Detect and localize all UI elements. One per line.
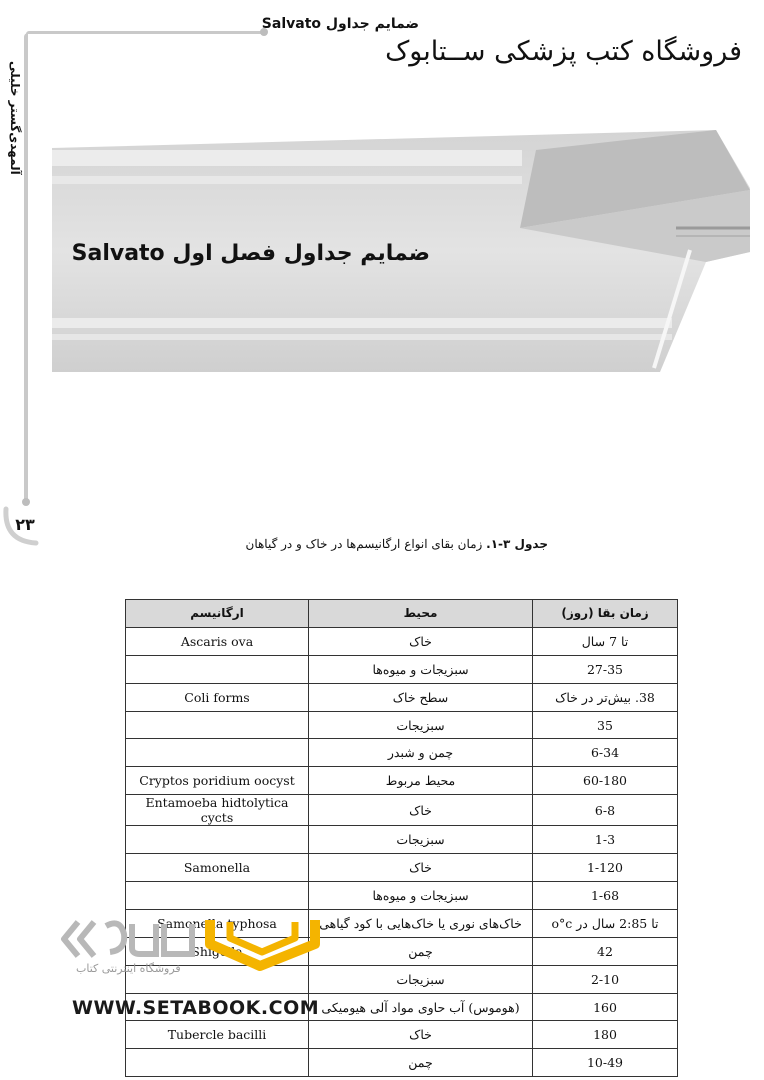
table-row xyxy=(126,739,678,767)
cell-environment: خاک xyxy=(309,1021,533,1049)
table-row xyxy=(126,854,678,882)
cell-organism: Samonella xyxy=(126,854,309,882)
side-author-label: آلمهدی‌گستر خلیلی xyxy=(8,61,22,175)
cell-environment: خاک xyxy=(309,854,533,882)
cell-organism xyxy=(126,739,309,767)
cell-organism xyxy=(126,826,309,854)
cell-organism: Samonella typhosa xyxy=(126,909,309,937)
page-number: ۲۳ xyxy=(15,515,35,534)
store-name: فروشگاه کتب پزشکی ســتابوک xyxy=(385,36,742,67)
cell-duration: 35 xyxy=(533,711,678,739)
cell-duration: 160 xyxy=(533,993,678,1021)
cell-organism: Shigella xyxy=(126,937,309,965)
cell-duration: 6-8 xyxy=(533,795,678,826)
running-title: ضمایم جداول Salvato xyxy=(261,16,419,32)
table-row xyxy=(126,882,678,910)
table-header-row xyxy=(126,600,678,628)
table-row xyxy=(126,711,678,739)
cell-duration: 1-3 xyxy=(533,826,678,854)
cell-environment: چمن xyxy=(309,937,533,965)
cell-duration: 38. بیش‌تر در خاک xyxy=(533,683,678,711)
cell-environment: چمن xyxy=(309,1049,533,1077)
cell-environment: سبزیجات xyxy=(309,711,533,739)
chapter-title: ضمایم جداول فصل اول Salvato xyxy=(71,241,430,266)
table-row xyxy=(126,683,678,711)
cell-duration: 180 xyxy=(533,1021,678,1049)
cell-environment: (هوموس) آب حاوی مواد آلی هیومیکی xyxy=(309,993,533,1021)
cell-environment: خاک‌های نوری یا خاک‌هایی با کود گیاهی xyxy=(309,909,533,937)
column-header-organism: ارگانیسم xyxy=(126,600,309,628)
page-number-badge xyxy=(0,505,52,547)
table-row xyxy=(126,767,678,795)
cell-environment: چمن و شبدر xyxy=(309,739,533,767)
cell-organism: Coli forms xyxy=(126,683,309,711)
table-caption-label: جدول ۳-۱. xyxy=(486,537,548,551)
table-caption xyxy=(246,537,549,551)
cell-organism: Ascaris ova xyxy=(126,627,309,655)
table-row xyxy=(126,826,678,854)
cell-environment: محیط مربوط xyxy=(309,767,533,795)
setabook-chevrons-icon xyxy=(60,914,200,964)
table-row xyxy=(126,627,678,655)
table-row xyxy=(126,655,678,683)
cell-duration: تا 7 سال xyxy=(533,627,678,655)
cell-environment: سطح خاک xyxy=(309,683,533,711)
cell-duration: 1-120 xyxy=(533,854,678,882)
setabook-logo-icon xyxy=(200,914,325,974)
watermark-tagline: فروشگاه اینترنتی کتاب xyxy=(76,962,181,975)
cell-environment: سبزیجات و میوه‌ها xyxy=(309,882,533,910)
cell-organism: Entamoeba hidtolytica cycts xyxy=(126,795,309,826)
cell-organism xyxy=(126,711,309,739)
cell-organism xyxy=(126,1049,309,1077)
cell-environment: سبزیجات xyxy=(309,965,533,993)
cell-environment: سبزیجات و میوه‌ها xyxy=(309,655,533,683)
cell-duration: 2-10 xyxy=(533,965,678,993)
table-row xyxy=(126,795,678,826)
cell-organism: Tubercle bacilli xyxy=(126,1021,309,1049)
cell-duration: تا 2:85 سال در o°c xyxy=(533,909,678,937)
cell-duration: 10-49 xyxy=(533,1049,678,1077)
cell-organism: Cryptos poridium oocyst xyxy=(126,767,309,795)
cell-duration: 60-180 xyxy=(533,767,678,795)
cell-organism xyxy=(126,882,309,910)
column-header-environment: محیط xyxy=(309,600,533,628)
watermark-url: WWW.SETABOOK.COM xyxy=(72,997,320,1019)
cell-duration: 6-34 xyxy=(533,739,678,767)
column-header-duration: زمان بقا (روز) xyxy=(533,600,678,628)
table-row xyxy=(126,1021,678,1049)
cell-duration: 42 xyxy=(533,937,678,965)
cell-environment: خاک xyxy=(309,627,533,655)
cell-environment: سبزیجات xyxy=(309,826,533,854)
chapter-banner xyxy=(0,0,764,380)
table-row xyxy=(126,1049,678,1077)
cell-duration: 1-68 xyxy=(533,882,678,910)
cell-organism xyxy=(126,655,309,683)
cell-environment: خاک xyxy=(309,795,533,826)
table-caption-text: زمان بقای انواع ارگانیسم‌ها در خاک و در گیاهان xyxy=(245,537,487,551)
cell-duration: 27-35 xyxy=(533,655,678,683)
